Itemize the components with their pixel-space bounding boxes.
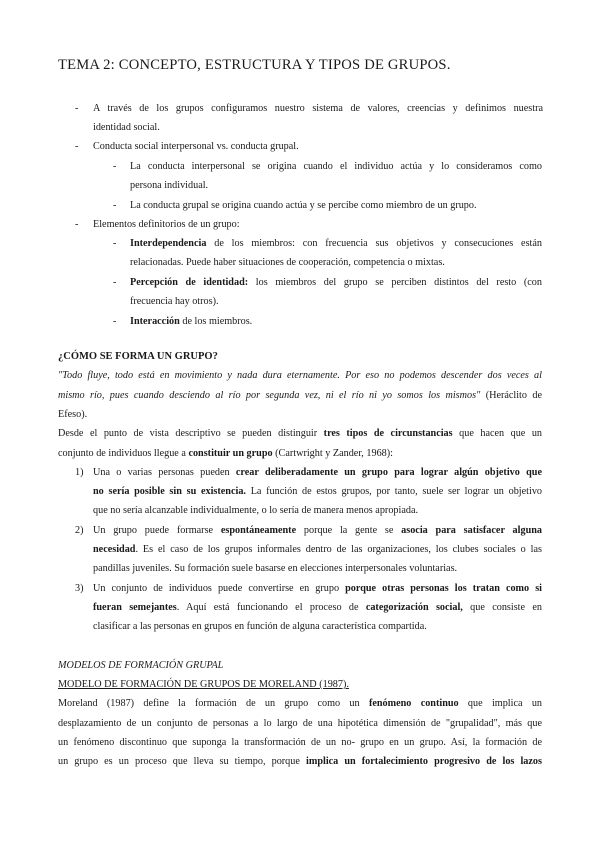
text-span: Desde el punto de vista descriptivo se pueden distinguir [58,428,324,439]
text-span: que implica un [458,698,543,709]
paragraph-1-line-1 [58,424,542,444]
section-heading-modelos [58,656,223,676]
bold-term: espontáneamente [220,525,297,536]
bold-term: crear deliberadamente un grupo para lograr algún objetivo que [235,467,542,478]
page-title: TEMA 2: CONCEPTO, ESTRUCTURA Y TIPOS DE GRUPOS. [58,57,451,73]
text-span: conjunto de individuos llegue a [58,448,189,459]
bullet-2b: La conducta grupal se origina cuando actúa y se percibe como miembro de un grupo. [130,200,477,211]
text-span: Una o varias personas pueden [93,467,236,478]
italic-heading: MODELOS DE FORMACIÓN GRUPAL [58,660,224,671]
bold-term: Interdependencia [130,238,207,249]
bold-term: fueran semejantes [93,602,177,613]
list-number: 2) [75,525,84,536]
bold-term: tres tipos de circunstancias [323,428,453,439]
text-span: La función de estos grupos, por tanto, suele ser lograr un objetivo [245,486,543,497]
quote-attribution: (Heráclito de [480,390,542,401]
bullet-3b-line-1 [130,273,542,293]
quote-text: mismo río, pues cuando desciendo al río por segunda vez, ni el río ni yo somos los mismos" [58,390,481,401]
bullet-2a-line-1: La conducta interpersonal se origina cuando el individuo actúa y lo consideramos como [130,161,542,172]
bullet-dash: - [113,161,117,172]
bullet-3c [130,312,252,332]
text-span: que consiste en [462,602,542,613]
bold-term: implica un fortalecimiento progresivo de los lazos [306,756,542,767]
paragraph-1-line-2 [58,444,393,464]
section-heading-moreland: MODELO DE FORMACIÓN DE GRUPOS DE MORELAND (1987). [58,679,349,690]
item-3-line-1 [93,579,542,599]
text-span: . Es el caso de los grupos informales dentro de las organizaciones, los clubes sociales o las [135,544,542,555]
text-span: de los miembros: con frecuencia sus objetivos y consecuciones están [206,238,542,249]
bold-term: necesidad [93,544,136,555]
moreland-paragraph-line-1 [58,694,542,714]
bold-term: no sería posible sin su existencia. [93,486,246,497]
moreland-paragraph-line-2: desplazamiento de un conjunto de personas a lo largo de una hipotética dimensión de "grupalidad", más que [58,718,542,729]
text-span: que hacen que un [452,428,543,439]
text-span: porque la gente se [296,525,402,536]
item-2-line-2 [93,540,542,560]
bold-term: Interacción [130,316,180,327]
bullet-dash: - [75,141,79,152]
list-number: 3) [75,583,84,594]
quote-line-1 [58,366,542,386]
bold-term: Percepción de identidad: [130,277,249,288]
bold-term: categorización social, [365,602,463,613]
item-1-line-2 [93,482,542,502]
bullet-dash: - [75,219,79,230]
bullet-3b-line-2: frecuencia hay otros). [130,296,219,307]
bold-term: porque otras personas los tratan como si [345,583,542,594]
item-1-line-1 [93,463,542,483]
quote-line-2 [58,386,542,406]
text-span: . Aquí está funcionando el proceso de [176,602,366,613]
text-span: Moreland (1987) define la formación de un grupo como un [58,698,369,709]
item-2-line-1 [93,521,542,541]
bullet-dash: - [75,103,79,114]
bullet-3a-line-2: relacionadas. Puede haber situaciones de cooperación, competencia o mixtas. [130,257,445,268]
text-span: Un conjunto de individuos puede convertirse en grupo [93,583,346,594]
item-3-line-3: clasificar a las personas en grupos en función de alguna característica compartida. [93,621,427,632]
quote-text: "Todo fluye, todo está en movimiento y nada dura eternamente. Por eso no podemos descender dos veces al [58,370,542,381]
bullet-2a-line-2: persona individual. [130,180,209,191]
item-1-line-3: que no sería alcanzable individualmente, o lo sería de manera menos apropiada. [93,505,419,516]
moreland-paragraph-line-3: un fenómeno discontinuo que suponga la transformación de un no- grupo en un grupo. Así, la formación de [58,737,542,748]
text-span: los miembros del grupo se perciben distintos del resto (con [248,277,542,288]
bullet-3: Elementos definitorios de un grupo: [93,219,240,230]
section-heading-como-se-forma: ¿CÓMO SE FORMA UN GRUPO? [58,351,218,362]
bullet-2: Conducta social interpersonal vs. conducta grupal. [93,141,299,152]
bullet-1-line-2: identidad social. [93,122,160,133]
bullet-dash: - [113,277,117,288]
text-span: de los miembros. [179,316,253,327]
bullet-dash: - [113,316,117,327]
list-number: 1) [75,467,84,478]
quote-attribution-line-2: Efeso). [58,409,88,420]
text-span: un grupo es un proceso que lleva su tiempo, porque [58,756,306,767]
bullet-3a-line-1 [130,234,542,254]
bold-term: constituir un grupo [188,448,273,459]
bold-term: asocia para satisfacer alguna [401,525,542,536]
text-span: Un grupo puede formarse [93,525,221,536]
text-span: (Cartwright y Zander, 1968): [272,448,394,459]
item-3-line-2 [93,598,542,618]
bullet-dash: - [113,238,117,249]
bold-term: fenómeno continuo [368,698,459,709]
bullet-1-line-1: A través de los grupos configuramos nuestro sistema de valores, creencias y definimos nuestra [93,103,543,114]
bullet-dash: - [113,200,117,211]
item-2-line-3: pandillas juveniles. Su formación suele basarse en elecciones interpersonales voluntarias. [93,563,458,574]
moreland-paragraph-line-4 [58,752,542,772]
